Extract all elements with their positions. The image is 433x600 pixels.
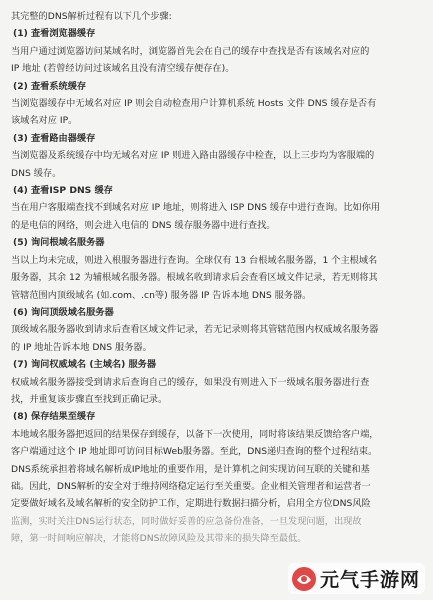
- text-line: 服务器，其余 12 为辅根域名服务器。根域名收到请求后会查看区域文件记录，若无则将其: [11, 272, 378, 284]
- text-line: 监测，实时关注DNS运行状态，同时做好妥善的应急备份准备，一旦发现问题，出现故: [11, 515, 362, 527]
- text-line: 管辖范围内顶级域名 (如.com、.cn等) 服务器 IP 告诉本地 DNS 服务器。: [11, 289, 312, 301]
- section-heading: (1) 查看浏览器缓存: [13, 28, 96, 40]
- section-heading: (5) 询问根域名服务器: [13, 237, 105, 249]
- section-heading: (4) 查看ISP DNS 缓存: [13, 185, 113, 197]
- text-line: 找，并重复该步骤直至找到正确记录。: [11, 393, 168, 405]
- text-line: 当在用户客服端查找不到域名对应 IP 地址，则将进入 ISP DNS 缓存中进行查询。比如你用: [11, 202, 381, 214]
- text-line: 权威域名服务器接受到请求后查询自己的缓存，如果没有则进入下一级域名服务器进行查: [11, 376, 370, 388]
- section-heading: (6) 询问顶级域名服务器: [13, 306, 114, 318]
- text-line: 障，第一时间响应解决，才能将DNS故障风险及其带来的损失降至最低。: [11, 533, 307, 545]
- text-line: 客户端通过这个 IP 地址即可访问目标Web服务器。至此，DNS递归查询的整个过程结束。: [11, 446, 378, 458]
- text-line: 顶级域名服务器收到请求后查看区域文件记录，若无记录则将其管辖范围内权威域名服务器: [11, 324, 379, 336]
- text-line: 当浏览器及系统缓存中均无域名对应 IP 则进入路由器缓存中检查，以上三步均为客服端的: [11, 150, 375, 162]
- text-line: 的 IP 地址告诉本地 DNS 服务器。: [11, 341, 152, 353]
- section-heading: (7) 询问权威域名 (主域名) 服务器: [13, 359, 157, 371]
- text-line: 础。因此，DNS解析的安全对于维持网络稳定运行至关重要。企业相关管理者和运营者一: [11, 480, 371, 492]
- text-line: DNS 缓存。: [11, 167, 62, 179]
- section-heading: (3) 查看路由器缓存: [13, 132, 96, 144]
- section-heading: (2) 查看系统缓存: [13, 80, 87, 92]
- text-line: 当以上均未完成，则进入根服务器进行查询。全球仅有 13 台根域名服务器，1 个主根域名: [11, 254, 378, 266]
- text-line: 其完整的DNS解析过程有以下几个步骤:: [11, 11, 172, 22]
- text-line: 当浏览器缓存中无域名对应 IP 则会自动检查用户计算机系统 Hosts 文件 DNS 缓存是否有: [11, 98, 377, 110]
- text-line: 当用户通过浏览器访问某域名时，浏览器首先会在自己的缓存中查找是否有该域名对应的: [11, 45, 370, 57]
- text-line: DNS系统承担着将域名解析成IP地址的重要作用，是计算机之间实现访问互联的关键和基: [11, 463, 370, 475]
- watermark: [288, 563, 425, 594]
- watermark-text: 元气手游网: [319, 569, 420, 591]
- text-line: 的是电信的网络，则会进入电信的 DNS 缓存服务器中进行查找。: [11, 219, 276, 231]
- text-line: IP 地址 (若曾经访问过该域名且没有清空缓存便存在)。: [11, 63, 235, 75]
- site-logo-icon: [291, 566, 317, 592]
- section-heading: (8) 保存结果至缓存: [13, 411, 96, 423]
- text-line: 本地域名服务器把返回的结果保存到缓存，以备下一次使用，同时将该结果反馈给客户端，: [11, 428, 379, 440]
- text-line: 该域名对应 IP。: [11, 115, 78, 127]
- text-line: 定要做好域名及域名解析的安全防护工作，定期进行数据扫描分析，启用全方位DNS风险: [11, 498, 371, 510]
